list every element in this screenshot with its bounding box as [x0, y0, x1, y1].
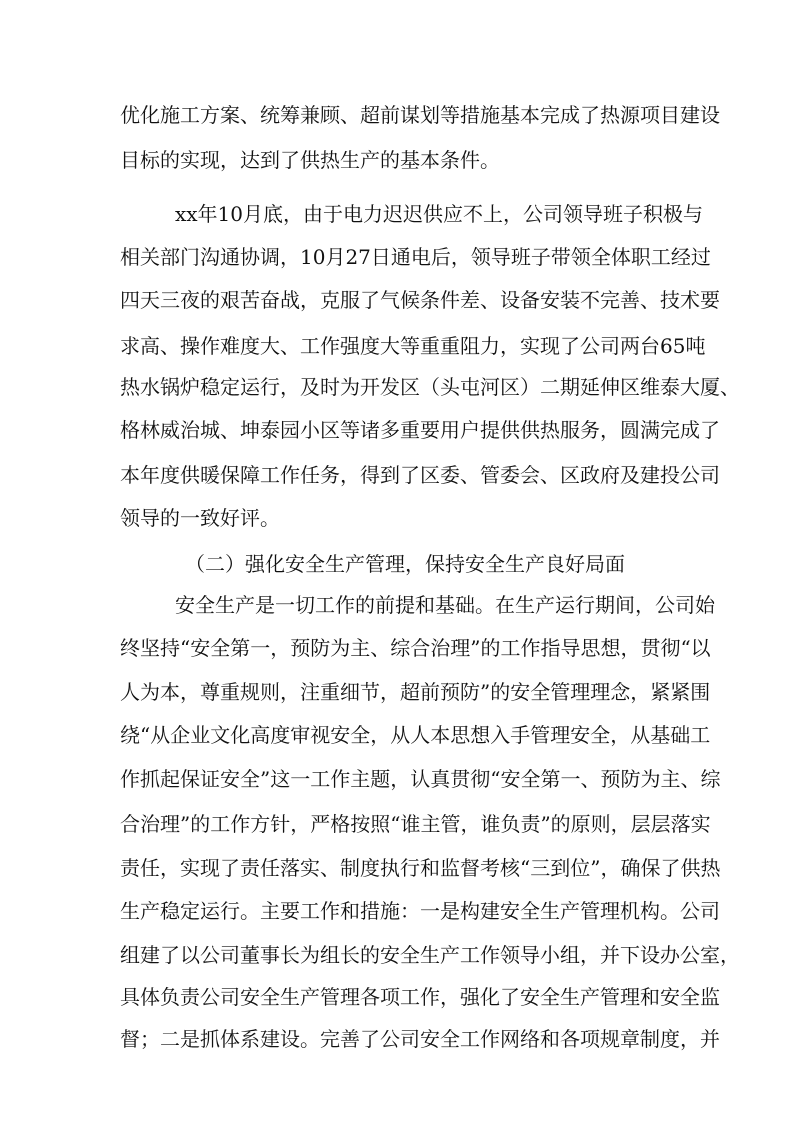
paragraph-line: 四天三夜的艰苦奋战，克服了气候条件差、设备安装不完善、技术要 — [120, 288, 720, 312]
paragraph-line: 人为本，尊重规则，注重细节，超前预防”的安全管理理念，紧紧围 — [120, 680, 711, 704]
paragraph-line: 安全生产是一切工作的前提和基础。在生产运行期间，公司始 — [175, 593, 715, 617]
section-heading: （二）强化安全生产管理，保持安全生产良好局面 — [185, 552, 625, 576]
paragraph-line: 格林威治城、坤泰园小区等诸多重要用户提供供热服务，圆满完成了 — [120, 418, 720, 442]
paragraph-line: 绕“从企业文化高度审视安全，从人本思想入手管理安全，从基础工 — [120, 723, 711, 747]
paragraph-line: 相关部门沟通协调，10月27日通电后，领导班子带领全体职工经过 — [120, 245, 711, 269]
paragraph-line: 终坚持“安全第一，预防为主、综合治理”的工作指导思想，贯彻“以 — [120, 636, 711, 660]
paragraph-line: 热水锅炉稳定运行，及时为开发区（头屯河区）二期延伸区维泰大厦、 — [120, 375, 740, 399]
paragraph-line: 求高、操作难度大、工作强度大等重重阻力，实现了公司两台65吨 — [120, 334, 706, 358]
paragraph-line: 具体负责公司安全生产管理各项工作，强化了安全生产管理和安全监 — [120, 985, 720, 1009]
paragraph-line: 督；二是抓体系建设。完善了公司安全工作网络和各项规章制度，并 — [120, 1027, 720, 1051]
paragraph-line: 组建了以公司董事长为组长的安全生产工作领导小组，并下设办公室， — [120, 943, 740, 967]
paragraph-line: 合治理”的工作方针，严格按照“谁主管，谁负责”的原则，层层落实 — [120, 812, 711, 836]
paragraph-line: 本年度供暖保障工作任务，得到了区委、管委会、区政府及建投公司 — [120, 463, 720, 487]
paragraph-line: 优化施工方案、统筹兼顾、超前谋划等措施基本完成了热源项目建设 — [120, 103, 720, 127]
paragraph-line: xx年10月底，由于电力迟迟供应不上，公司领导班子积极与 — [175, 202, 704, 226]
paragraph-line: 领导的一致好评。 — [120, 506, 280, 530]
paragraph-line: 责任，实现了责任落实、制度执行和监督考核“三到位”，确保了供热 — [120, 856, 721, 880]
paragraph-line: 目标的实现，达到了供热生产的基本条件。 — [120, 148, 500, 172]
paragraph-line: 生产稳定运行。主要工作和措施：一是构建安全生产管理机构。公司 — [120, 899, 720, 923]
paragraph-line: 作抓起保证安全”这一工作主题，认真贯彻“安全第一、预防为主、综 — [120, 767, 721, 791]
